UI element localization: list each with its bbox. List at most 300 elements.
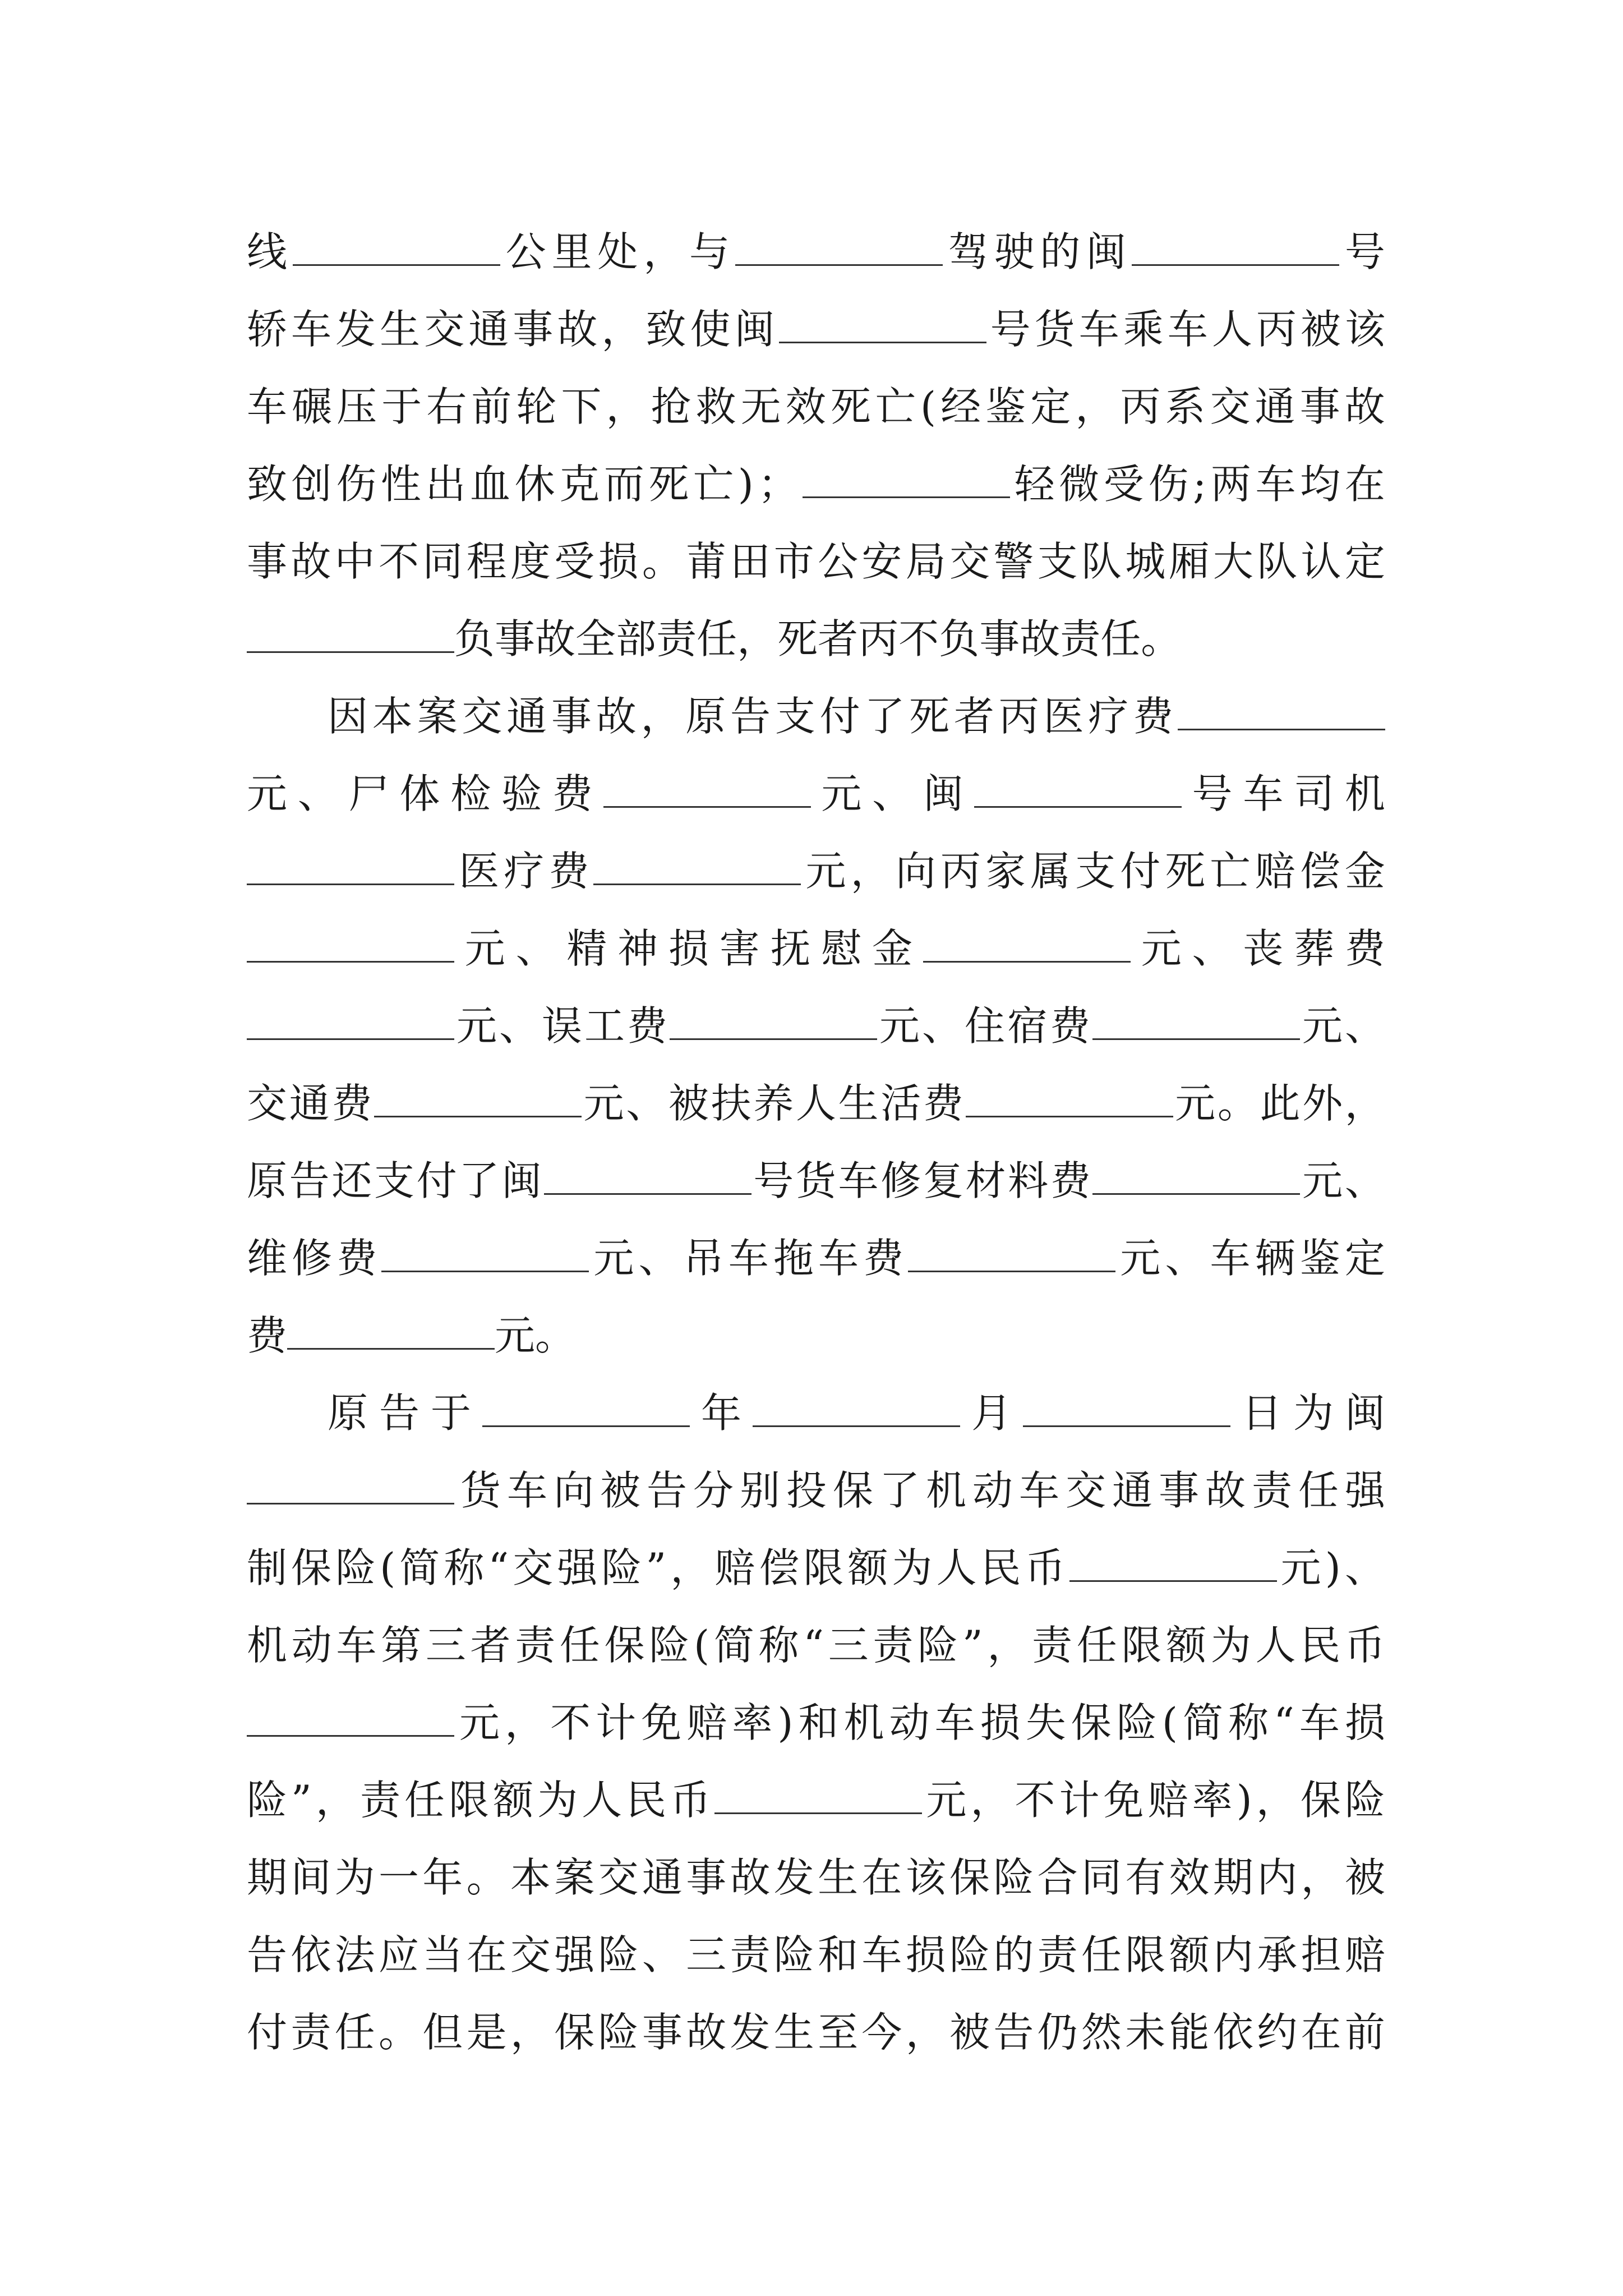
- fill-in-blank[interactable]: [1069, 1547, 1277, 1582]
- fill-in-blank[interactable]: [966, 1082, 1173, 1117]
- text-char: 费: [626, 1002, 667, 1050]
- text-char: ，: [315, 1777, 356, 1824]
- text-char: 队: [1257, 538, 1298, 585]
- text-char: 币: [1025, 1544, 1066, 1591]
- text-char: 休: [514, 461, 555, 508]
- text-char: 责: [291, 2009, 331, 2056]
- text-char: 。: [378, 2009, 419, 2056]
- text-char: 于: [431, 1389, 472, 1437]
- text-char: 内: [1212, 1931, 1253, 1978]
- text-char: 被: [600, 1467, 640, 1514]
- text-char: 元: [1302, 1157, 1343, 1204]
- text-char: ，: [905, 2009, 946, 2056]
- text-char: 故: [596, 693, 637, 740]
- text-char: 医: [1043, 693, 1084, 740]
- text-char: 一: [378, 1854, 419, 1901]
- fill-in-blank[interactable]: [1092, 1005, 1300, 1040]
- text-char: ，: [850, 848, 891, 895]
- fill-in-blank[interactable]: [374, 1082, 582, 1117]
- text-char: 付: [416, 1157, 457, 1204]
- text-char: 当: [422, 1931, 463, 1978]
- text-char: 交: [247, 1080, 288, 1127]
- text-char: 全: [575, 615, 616, 662]
- text-char: 应: [378, 1931, 419, 1978]
- fill-in-blank[interactable]: [908, 1237, 1115, 1272]
- text-char: 费: [923, 1080, 963, 1127]
- fill-in-blank[interactable]: [1023, 1392, 1230, 1427]
- text-char: 任: [1081, 1931, 1122, 1978]
- text-char: 民: [980, 1544, 1021, 1591]
- text-char: 费: [1050, 1157, 1091, 1204]
- text-char: 、: [638, 1235, 679, 1282]
- text-char: 车: [838, 1157, 879, 1204]
- text-line: [247, 1607, 1385, 1684]
- text-char: 故: [1344, 383, 1385, 430]
- text-char: 的: [1040, 228, 1081, 275]
- text-char: 拖: [773, 1235, 814, 1282]
- fill-in-blank[interactable]: [482, 1392, 690, 1427]
- fill-in-blank[interactable]: [293, 231, 500, 266]
- text-char: 亡: [693, 461, 734, 508]
- text-char: 和: [798, 1699, 839, 1746]
- text-char: 了: [864, 693, 905, 740]
- text-char: 任: [1298, 1467, 1339, 1514]
- text-char: 葬: [1294, 925, 1335, 972]
- text-char: 生: [838, 1080, 879, 1127]
- text-char: ): [1325, 1544, 1341, 1591]
- text-char: 鉴: [985, 383, 1026, 430]
- text-char: “: [1274, 1699, 1294, 1746]
- text-char: 支: [1037, 538, 1078, 585]
- text-char: 发: [730, 2009, 771, 2056]
- fill-in-blank[interactable]: [247, 618, 454, 653]
- text-char: 责: [1060, 615, 1101, 662]
- text-char: 原: [328, 1389, 368, 1437]
- text-char: 损: [905, 1931, 946, 1978]
- text-char: 死: [648, 461, 689, 508]
- text-char: 金: [872, 925, 913, 972]
- text-char: 有: [1125, 1854, 1166, 1901]
- text-char: 厢: [1169, 538, 1210, 585]
- text-char: 、: [499, 1002, 540, 1050]
- text-line: [247, 368, 1385, 445]
- text-char: 前: [471, 383, 512, 430]
- text-char: 住: [964, 1002, 1005, 1050]
- text-char: 元: [1120, 1235, 1161, 1282]
- fill-in-blank[interactable]: [1132, 231, 1339, 266]
- text-char: 度: [510, 538, 551, 585]
- text-char: 、: [626, 1080, 667, 1127]
- text-char: 强: [557, 1544, 598, 1591]
- text-char: ，: [1256, 1777, 1297, 1824]
- text-char: 中: [334, 538, 375, 585]
- text-char: ，: [737, 615, 778, 662]
- text-char: 车: [1167, 306, 1208, 353]
- text-char: 责: [1037, 1931, 1078, 1978]
- text-char: 丙: [998, 693, 1039, 740]
- text-char: 费: [247, 1312, 288, 1359]
- text-char: 机: [247, 1622, 288, 1669]
- text-char: 支: [1075, 848, 1116, 895]
- text-char: 元: [926, 1777, 967, 1824]
- text-char: 闽: [1086, 228, 1127, 275]
- text-char: 动: [889, 1699, 930, 1746]
- text-char: 验: [501, 770, 542, 817]
- text-char: 疗: [1088, 693, 1129, 740]
- text-char: 别: [739, 1467, 780, 1514]
- text-char: 三: [686, 1931, 727, 1978]
- text-char: 任: [1076, 1622, 1117, 1669]
- text-char: 乘: [1123, 306, 1164, 353]
- text-char: 轿: [247, 306, 288, 353]
- text-line: [247, 678, 1385, 755]
- text-char: 车: [247, 383, 288, 430]
- text-char: 生: [773, 2009, 814, 2056]
- text-char: 、: [872, 770, 913, 817]
- text-char: 与: [689, 228, 730, 275]
- text-char: 不: [1015, 1777, 1055, 1824]
- text-char: 向: [895, 848, 936, 895]
- text-line: [247, 523, 1385, 600]
- text-char: 货: [1034, 306, 1075, 353]
- text-line: [247, 1297, 1385, 1374]
- text-char: 赔: [1147, 1777, 1188, 1824]
- text-line: [247, 910, 1385, 987]
- text-char: 额: [493, 1777, 534, 1824]
- text-char: 前: [1344, 2009, 1385, 2056]
- text-char: 损: [1344, 1699, 1385, 1746]
- text-char: 神: [617, 925, 658, 972]
- text-char: 险: [598, 2009, 639, 2056]
- text-char: ): [737, 461, 754, 508]
- text-char: 动: [972, 1467, 1013, 1514]
- text-char: 活: [880, 1080, 921, 1127]
- text-char: 原: [685, 693, 726, 740]
- text-char: 交: [510, 1931, 551, 1978]
- text-char: 担: [1301, 1931, 1341, 1978]
- text-char: 此: [1260, 1080, 1301, 1127]
- fill-in-blank[interactable]: [247, 927, 454, 963]
- text-char: ): [1236, 1777, 1252, 1824]
- text-char: 机: [1344, 770, 1385, 817]
- text-char: 在: [466, 1931, 507, 1978]
- text-char: 约: [1257, 2009, 1298, 2056]
- text-char: 额: [1166, 1622, 1207, 1669]
- fill-in-blank[interactable]: [593, 850, 801, 885]
- text-char: 称: [758, 1622, 799, 1669]
- text-char: 扶: [711, 1080, 751, 1127]
- text-char: 费: [1344, 925, 1385, 972]
- text-char: 局: [905, 538, 946, 585]
- fill-in-blank[interactable]: [735, 231, 943, 266]
- text-char: 三: [828, 1622, 869, 1669]
- fill-in-blank[interactable]: [247, 850, 454, 885]
- text-line: [247, 1374, 1385, 1452]
- text-char: 慰: [821, 925, 862, 972]
- text-char: 事: [979, 615, 1020, 662]
- text-char: “: [803, 1622, 824, 1669]
- text-char: 、: [1344, 1544, 1385, 1591]
- text-char: 支: [774, 693, 815, 740]
- text-char: 驾: [948, 228, 989, 275]
- text-char: 元: [583, 1080, 624, 1127]
- text-char: 和: [818, 1931, 859, 1978]
- fill-in-blank[interactable]: [1092, 1159, 1300, 1195]
- text-char: 亡: [1210, 848, 1251, 895]
- text-char: 交: [513, 1544, 554, 1591]
- text-char: 、: [297, 770, 338, 817]
- text-char: 号: [1344, 228, 1385, 275]
- text-char: 压: [336, 383, 377, 430]
- text-line: [247, 291, 1385, 368]
- text-char: 简: [1182, 1699, 1223, 1746]
- text-char: 第: [381, 1622, 422, 1669]
- text-char: 丙: [1256, 306, 1297, 353]
- text-char: 死: [830, 383, 871, 430]
- text-char: 保: [1300, 1777, 1341, 1824]
- text-char: ”: [291, 1777, 312, 1824]
- text-char: 右: [426, 383, 467, 430]
- text-char: 付: [819, 693, 860, 740]
- text-char: 同: [422, 538, 463, 585]
- fill-in-blank[interactable]: [779, 308, 986, 343]
- text-char: 故: [730, 1854, 771, 1901]
- text-char: 精: [566, 925, 607, 972]
- text-char: (: [694, 1622, 710, 1669]
- text-char: 强: [1344, 1467, 1385, 1514]
- text-char: 者: [953, 693, 994, 740]
- text-char: ，: [970, 1777, 1011, 1824]
- text-char: 碾: [292, 383, 333, 430]
- text-line: [247, 1839, 1385, 1916]
- text-char: ，: [1301, 1854, 1341, 1901]
- text-char: 人: [795, 1080, 836, 1127]
- text-char: 险: [247, 1777, 288, 1824]
- text-char: 赔: [686, 1699, 727, 1746]
- fill-in-blank[interactable]: [1178, 695, 1385, 730]
- text-char: 责: [730, 1931, 771, 1978]
- text-line: [247, 1142, 1385, 1220]
- text-line: [247, 213, 1385, 291]
- text-char: 通: [506, 693, 547, 740]
- text-char: 是: [466, 2009, 507, 2056]
- text-char: 。: [1217, 1080, 1258, 1127]
- text-char: 使: [690, 306, 731, 353]
- fill-in-blank[interactable]: [603, 772, 811, 808]
- text-char: 险: [949, 1931, 990, 1978]
- text-char: 在: [1301, 2009, 1341, 2056]
- text-char: 机: [925, 1467, 966, 1514]
- text-char: 保: [832, 1467, 873, 1514]
- text-line: [247, 1684, 1385, 1761]
- text-char: 被: [1344, 1854, 1385, 1901]
- text-char: 受: [1103, 461, 1144, 508]
- text-char: 公: [505, 228, 546, 275]
- text-char: 限: [449, 1777, 490, 1824]
- text-char: 元: [1175, 1080, 1216, 1127]
- text-char: 原: [247, 1157, 288, 1204]
- text-char: 者: [470, 1622, 511, 1669]
- text-char: 责: [873, 1622, 914, 1669]
- text-char: 通: [642, 1854, 683, 1901]
- fill-in-blank[interactable]: [287, 1314, 495, 1350]
- text-char: 责: [1032, 1622, 1073, 1669]
- text-char: 不: [550, 1699, 591, 1746]
- text-char: ，: [1075, 383, 1116, 430]
- text-char: 材: [965, 1157, 1006, 1204]
- text-char: 车: [1018, 1467, 1059, 1514]
- text-char: 事: [1299, 383, 1340, 430]
- text-char: 莆: [686, 538, 727, 585]
- text-char: 车: [728, 1235, 769, 1282]
- text-char: 通: [1255, 383, 1295, 430]
- text-char: 救: [695, 383, 736, 430]
- text-char: 险: [773, 1931, 814, 1978]
- text-char: 了: [459, 1157, 500, 1204]
- text-char: 案: [417, 693, 458, 740]
- text-char: 至: [818, 2009, 859, 2056]
- text-char: 险: [335, 1544, 376, 1591]
- text-char: 医: [459, 848, 500, 895]
- text-line: [247, 1916, 1385, 1994]
- text-char: 故: [1020, 615, 1061, 662]
- text-char: 定: [1344, 1235, 1385, 1282]
- text-char: ，: [510, 2009, 551, 2056]
- fill-in-blank[interactable]: [247, 1005, 454, 1040]
- text-char: 发: [773, 1854, 814, 1901]
- text-char: ): [777, 1699, 794, 1746]
- text-char: 保: [554, 2009, 595, 2056]
- text-char: 修: [292, 1235, 333, 1282]
- text-char: 动: [291, 1622, 332, 1669]
- fill-in-blank[interactable]: [714, 1779, 922, 1814]
- text-char: 市: [773, 538, 814, 585]
- text-char: 币: [1344, 1622, 1385, 1669]
- text-char: 元: [247, 770, 288, 817]
- text-char: 交: [1065, 1467, 1106, 1514]
- text-char: 人: [1211, 306, 1252, 353]
- text-char: 在: [1344, 461, 1385, 508]
- text-char: 通: [468, 306, 509, 353]
- text-char: 保: [291, 1544, 332, 1591]
- fill-in-blank[interactable]: [974, 772, 1182, 808]
- text-char: 险: [1116, 1699, 1157, 1746]
- text-char: 发: [335, 306, 376, 353]
- text-char: 费: [552, 770, 593, 817]
- fill-in-blank[interactable]: [544, 1159, 751, 1195]
- text-char: 误: [541, 1002, 582, 1050]
- fill-in-blank[interactable]: [923, 927, 1131, 963]
- text-char: 付: [247, 2009, 288, 2056]
- text-char: 伤: [336, 461, 377, 508]
- fill-in-blank[interactable]: [753, 1392, 960, 1427]
- text-char: 人: [936, 1544, 977, 1591]
- text-char: 内: [1257, 1854, 1298, 1901]
- fill-in-blank[interactable]: [381, 1237, 589, 1272]
- text-char: 害: [719, 925, 760, 972]
- text-char: 年: [700, 1389, 741, 1437]
- text-char: 本: [510, 1854, 551, 1901]
- text-char: 交: [462, 693, 502, 740]
- text-char: 失: [1025, 1699, 1066, 1746]
- text-char: 。: [535, 1312, 576, 1359]
- text-char: 费: [1049, 1002, 1090, 1050]
- document-page: [247, 213, 1385, 2071]
- text-char: 认: [1301, 538, 1341, 585]
- text-char: 同: [1081, 1854, 1122, 1901]
- text-char: 被: [1300, 306, 1341, 353]
- text-char: 下: [561, 383, 602, 430]
- text-char: 三: [425, 1622, 466, 1669]
- text-char: 费: [863, 1235, 904, 1282]
- text-char: 轮: [516, 383, 557, 430]
- text-char: 丙: [1120, 383, 1161, 430]
- text-char: ，: [640, 693, 681, 740]
- text-char: 交: [424, 306, 465, 353]
- text-char: 车: [506, 1467, 547, 1514]
- text-line: [247, 1452, 1385, 1529]
- text-char: 车: [861, 1931, 902, 1978]
- text-char: 简: [713, 1622, 754, 1669]
- text-char: 丧: [1243, 925, 1284, 972]
- text-char: 责: [515, 1622, 556, 1669]
- text-char: 付: [1120, 848, 1161, 895]
- text-char: ，: [670, 1544, 711, 1591]
- text-char: 费: [1133, 693, 1174, 740]
- text-char: 致: [247, 461, 288, 508]
- text-char: 称: [1228, 1699, 1269, 1746]
- text-char: ，: [643, 228, 684, 275]
- text-char: 民: [626, 1777, 667, 1824]
- text-char: 事: [247, 538, 288, 585]
- text-char: 责: [656, 615, 697, 662]
- text-char: 驶: [994, 228, 1035, 275]
- text-char: ”: [962, 1622, 983, 1669]
- text-char: 赔: [714, 1544, 755, 1591]
- text-char: 支: [374, 1157, 414, 1204]
- text-char: 、: [1165, 1235, 1206, 1282]
- text-char: 轻: [1014, 461, 1055, 508]
- text-char: 、: [1192, 925, 1233, 972]
- text-char: 里: [551, 228, 592, 275]
- fill-in-blank[interactable]: [803, 463, 1010, 498]
- text-char: 额: [1169, 1931, 1210, 1978]
- text-char: 维: [247, 1235, 288, 1282]
- text-char: 交: [1210, 383, 1251, 430]
- fill-in-blank[interactable]: [247, 1469, 454, 1504]
- text-char: 投: [786, 1467, 827, 1514]
- text-char: 保: [604, 1622, 645, 1669]
- text-char: 赔: [1255, 848, 1295, 895]
- text-line: [247, 1529, 1385, 1607]
- text-char: 责: [1251, 1467, 1292, 1514]
- text-char: 分: [693, 1467, 734, 1514]
- text-char: 在: [861, 1854, 902, 1901]
- text-char: 法: [334, 1931, 375, 1978]
- fill-in-blank[interactable]: [670, 1005, 877, 1040]
- fill-in-blank[interactable]: [247, 1701, 454, 1737]
- text-char: 车: [1299, 1699, 1340, 1746]
- text-char: 丙: [858, 615, 899, 662]
- text-char: 元: [495, 1312, 536, 1359]
- text-char: 率: [732, 1699, 773, 1746]
- text-line: [247, 987, 1385, 1065]
- text-char: 。: [642, 538, 683, 585]
- text-char: 定: [1344, 538, 1385, 585]
- text-char: 元: [1302, 1002, 1343, 1050]
- text-char: 队: [1081, 538, 1122, 585]
- text-char: 为: [1210, 1622, 1251, 1669]
